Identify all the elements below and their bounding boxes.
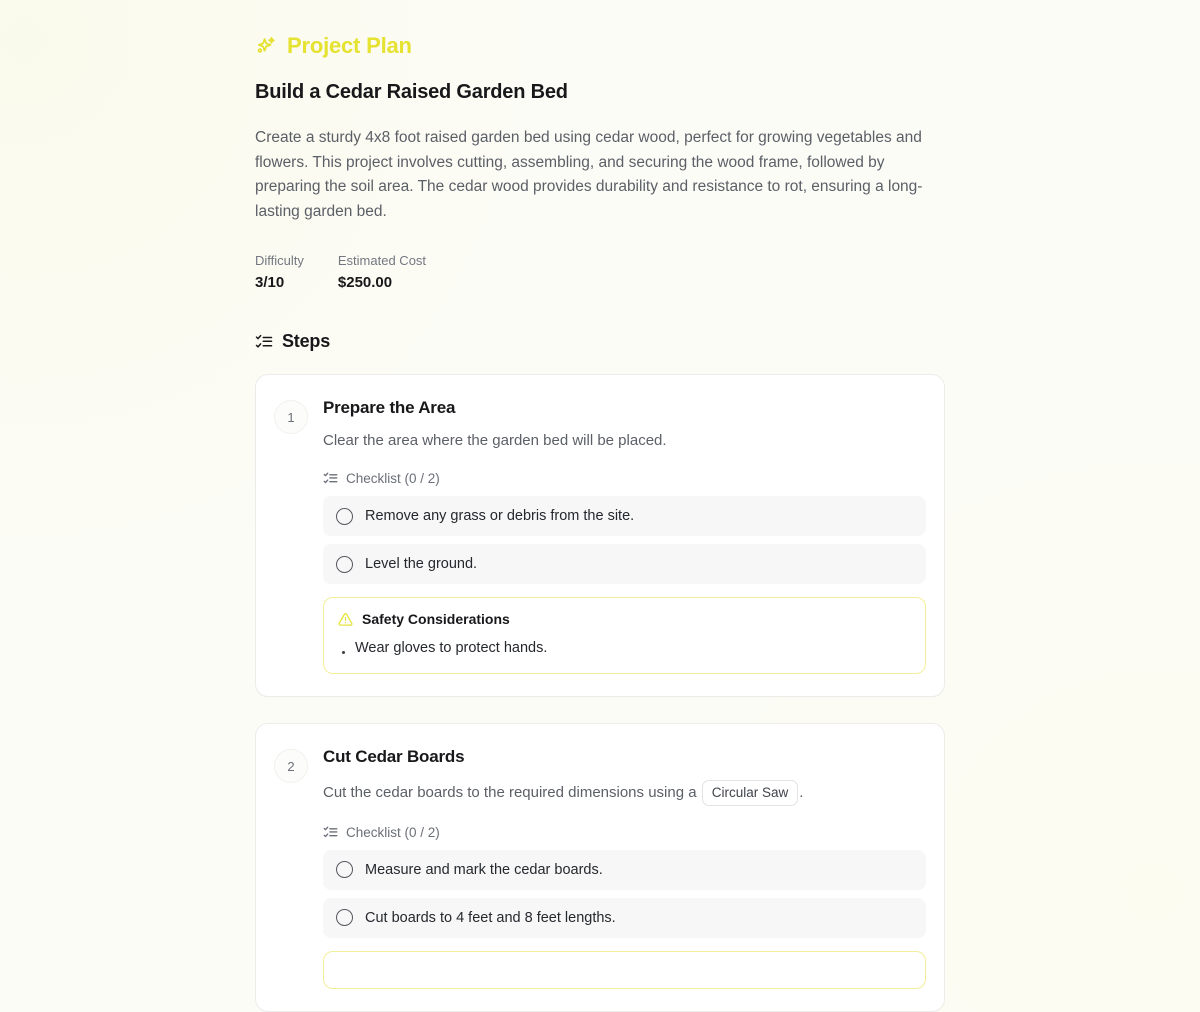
safety-considerations-box [323, 597, 926, 674]
safety-title: Safety Considerations [362, 611, 510, 628]
meta-estimated-cost-label: Estimated Cost [337, 253, 427, 269]
plan-header [255, 34, 945, 58]
step-card[interactable] [255, 374, 945, 697]
step-description [323, 430, 926, 452]
checklist-label [323, 825, 926, 840]
checkbox-circle-icon[interactable] [336, 861, 353, 878]
checklist-item[interactable] [323, 496, 926, 536]
checkbox-circle-icon[interactable] [336, 508, 353, 525]
step-description [323, 780, 926, 806]
meta-estimated-cost [338, 251, 426, 293]
checklist-label [323, 471, 926, 486]
step-description-suffix: . [799, 783, 804, 801]
checklist-item-label: Level the ground. [365, 556, 478, 573]
steps-heading-text: Steps [282, 331, 331, 352]
step-body [323, 397, 926, 674]
step-number-badge: 2 [274, 749, 308, 783]
step-description-text: Cut the cedar boards to the required dimensions using a [323, 783, 701, 801]
checklist-item[interactable] [323, 544, 926, 584]
bullet-icon [342, 651, 345, 654]
step-title: Prepare the Area [323, 398, 456, 418]
checklist-item[interactable] [323, 850, 926, 890]
safety-considerations-box [323, 951, 926, 989]
meta-difficulty [255, 251, 304, 293]
list-checks-icon [323, 471, 338, 486]
list-checks-icon [255, 333, 273, 351]
checkbox-circle-icon[interactable] [336, 556, 353, 573]
checklist-item-label: Measure and mark the cedar boards. [365, 861, 603, 878]
page-title: Build a Cedar Raised Garden Bed [255, 81, 568, 104]
meta-difficulty-value: 3/10 [255, 274, 285, 292]
step-card[interactable] [255, 723, 945, 1011]
checklist-label-text: Checklist (0 / 2) [346, 471, 440, 487]
safety-header [338, 610, 911, 628]
content-column [255, 0, 945, 1012]
step-body [323, 746, 926, 988]
safety-list-item-text: Wear gloves to protect hands. [355, 640, 548, 657]
plan-kicker: Project Plan [287, 33, 412, 58]
safety-list-item [338, 638, 911, 659]
safety-list [338, 638, 911, 659]
step-number-badge: 1 [274, 400, 308, 434]
meta-estimated-cost-value: $250.00 [337, 274, 393, 292]
tool-badge[interactable]: Circular Saw [702, 780, 799, 806]
meta-difficulty-label: Difficulty [255, 253, 304, 269]
checklist-item[interactable] [323, 898, 926, 938]
sparkles-icon [255, 35, 277, 57]
step-title: Cut Cedar Boards [323, 747, 465, 767]
project-meta [255, 251, 945, 293]
list-checks-icon [323, 825, 338, 840]
checklist-item-label: Cut boards to 4 feet and 8 feet lengths. [365, 909, 616, 926]
checkbox-circle-icon[interactable] [336, 909, 353, 926]
step-description-text: Clear the area where the garden bed will be placed. [323, 432, 667, 450]
checklist-label-text: Checklist (0 / 2) [346, 824, 440, 840]
steps-heading [255, 331, 945, 352]
checklist-item-label: Remove any grass or debris from the site. [365, 508, 635, 525]
project-description: Create a sturdy 4x8 foot raised garden bed using cedar wood, perfect for growing vegetables and flowers. This project involves cutting, assembling, and securing the wood frame, followed by preparing the soil area. The cedar wood provides durability and resistance to rot, ensuring a long-lasting garden bed. [255, 129, 923, 220]
alert-triangle-icon [338, 612, 353, 627]
